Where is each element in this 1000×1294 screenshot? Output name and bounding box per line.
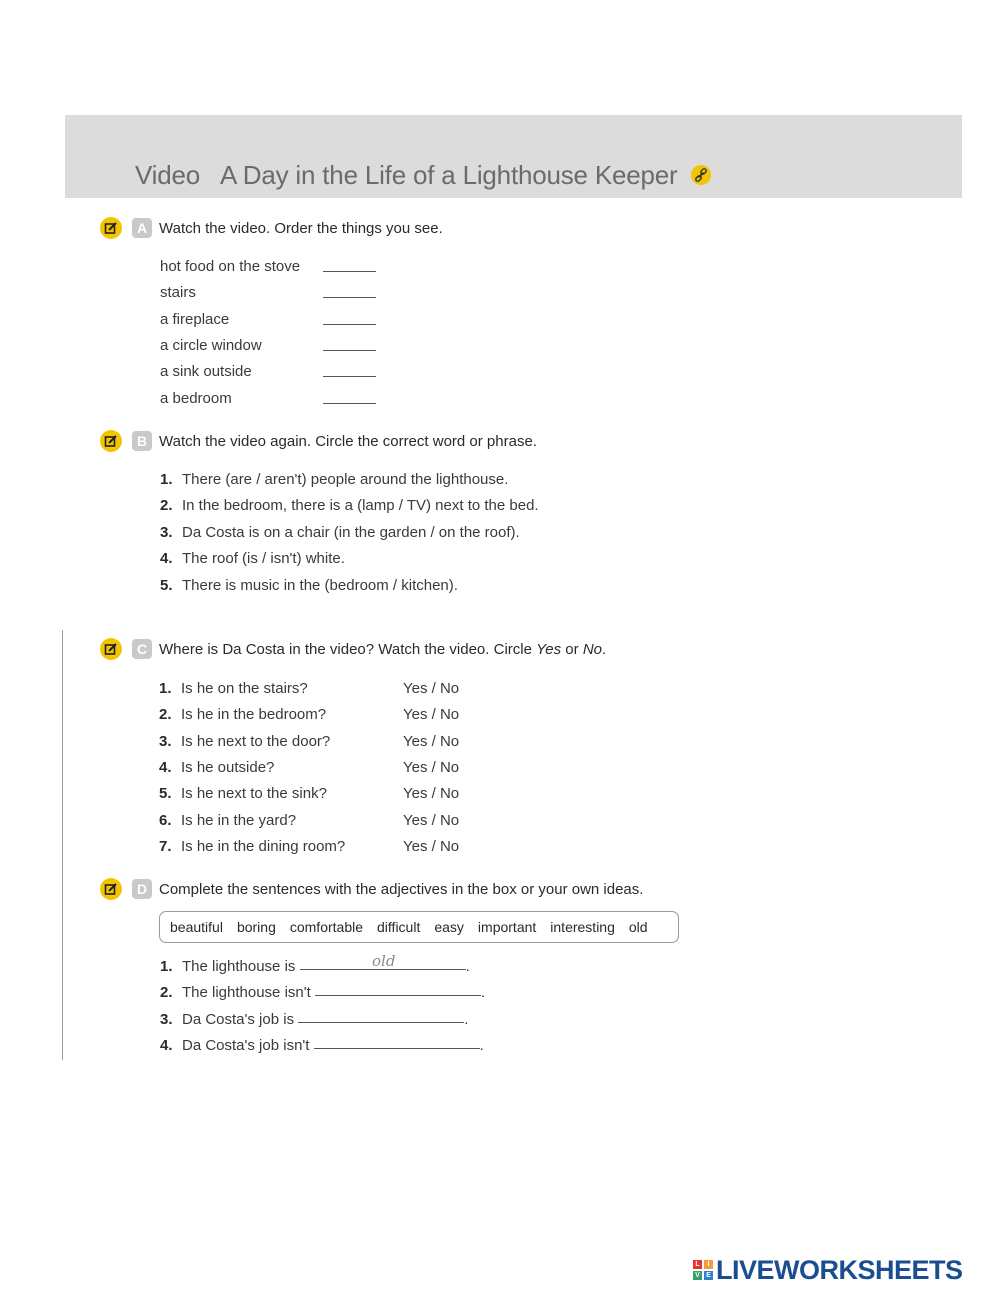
list-item — [159, 812, 296, 829]
list-item — [160, 471, 508, 488]
header-title-text: A Day in the Life of a Lighthouse Keeper — [220, 160, 678, 190]
section-c-header — [100, 637, 606, 661]
instruction-text: Where is Da Costa in the video? Watch the video. Circle — [159, 640, 537, 658]
list-item: hot food on the stove — [160, 258, 301, 275]
list-item: a fireplace — [160, 311, 230, 328]
page-title — [135, 160, 711, 191]
yes-no-choice[interactable]: Yes / No — [403, 733, 460, 750]
sentence-end: . — [464, 1011, 469, 1028]
answer-blank[interactable] — [323, 376, 376, 377]
sentence-end: . — [480, 984, 486, 1001]
instruction-no: No — [582, 640, 603, 658]
item-number: 3. — [160, 524, 173, 541]
yes-no-choice[interactable]: Yes / No — [403, 706, 460, 723]
item-number: 7. — [159, 838, 172, 855]
item-text[interactable]: There is music in the (bedroom / kitchen). — [182, 577, 458, 594]
item-text: Is he next to the sink? — [181, 785, 327, 802]
sentence-end: . — [465, 958, 470, 975]
item-text: Is he outside? — [181, 759, 275, 776]
list-item — [159, 838, 345, 855]
logo-square: V — [693, 1271, 702, 1280]
item-text: Is he in the dining room? — [181, 838, 346, 855]
instruction-end: . — [602, 640, 607, 658]
item-number: 1. — [160, 471, 173, 488]
word-option: beautiful — [170, 919, 223, 935]
item-number: 1. — [159, 680, 172, 697]
edit-icon[interactable] — [100, 638, 122, 660]
item-number: 4. — [160, 550, 173, 567]
sentence-item — [160, 1011, 468, 1028]
word-option: difficult — [377, 919, 421, 935]
section-a-header — [100, 216, 443, 240]
item-number: 2. — [160, 984, 173, 1001]
answer-blank[interactable] — [323, 350, 376, 351]
section-letter: A — [132, 218, 152, 238]
item-text[interactable]: In the bedroom, there is a (lamp / TV) next to the bed. — [182, 497, 539, 514]
yes-no-choice[interactable]: Yes / No — [403, 838, 460, 855]
yes-no-choice[interactable]: Yes / No — [403, 785, 460, 802]
list-item: stairs — [160, 284, 196, 301]
item-text: Da Costa's job isn't — [182, 1037, 310, 1054]
item-number: 1. — [160, 958, 173, 975]
logo-square: L — [693, 1260, 702, 1269]
edit-icon[interactable] — [100, 217, 122, 239]
word-option: boring — [236, 919, 276, 935]
word-option: interesting — [550, 919, 615, 935]
logo-square: E — [704, 1271, 713, 1280]
item-text: Is he next to the door? — [181, 733, 331, 750]
list-item: a sink outside — [160, 363, 252, 380]
item-text: Da Costa's job is — [182, 1011, 295, 1028]
item-number: 4. — [159, 759, 172, 776]
logo-text: LIVEWORKSHEETS — [716, 1254, 963, 1285]
liveworksheets-logo[interactable] — [693, 1256, 963, 1284]
item-text[interactable]: The roof (is / isn't) white. — [182, 550, 345, 567]
header-label: Video — [135, 160, 201, 190]
section-d-header — [100, 877, 643, 901]
edit-icon[interactable] — [100, 878, 122, 900]
item-number: 3. — [160, 1011, 173, 1028]
word-option: important — [477, 919, 537, 935]
list-item — [159, 680, 308, 697]
section-instruction: Watch the video again. Circle the correct word or phrase. — [159, 432, 537, 450]
answer-blank[interactable] — [323, 271, 376, 272]
sentence-item — [160, 958, 470, 975]
item-number: 5. — [160, 577, 173, 594]
answer-line[interactable] — [315, 995, 481, 996]
list-item — [160, 497, 539, 514]
word-option: old — [628, 919, 648, 935]
edit-icon[interactable] — [100, 430, 122, 452]
section-instruction — [159, 641, 606, 658]
example-answer: old — [372, 952, 396, 970]
item-number: 2. — [159, 706, 172, 723]
yes-no-choice[interactable]: Yes / No — [403, 759, 460, 776]
list-item — [159, 785, 327, 802]
section-b-header — [100, 429, 537, 453]
sentence-item — [160, 1037, 484, 1054]
list-item: a bedroom — [160, 390, 232, 407]
list-item — [159, 733, 330, 750]
link-icon[interactable] — [691, 165, 711, 185]
section-letter: C — [132, 639, 152, 659]
item-text[interactable]: There (are / aren't) people around the lighthouse. — [182, 471, 509, 488]
list-item — [160, 577, 458, 594]
list-item — [160, 524, 520, 541]
item-number: 6. — [159, 812, 172, 829]
logo-squares-icon — [693, 1260, 713, 1280]
logo-square: I — [704, 1260, 713, 1269]
list-item: a circle window — [160, 337, 262, 354]
section-instruction: Complete the sentences with the adjectives in the box or your own ideas. — [159, 880, 644, 898]
sentence-item — [160, 984, 485, 1001]
sentence-end: . — [479, 1037, 484, 1054]
item-text: Is he in the yard? — [181, 812, 297, 829]
answer-line[interactable] — [314, 1048, 480, 1049]
item-number: 5. — [159, 785, 172, 802]
instruction-yes: Yes — [536, 640, 562, 658]
yes-no-choice[interactable]: Yes / No — [403, 680, 460, 697]
item-text: Is he on the stairs? — [181, 680, 308, 697]
margin-rule — [62, 630, 63, 1060]
answer-blank[interactable] — [323, 403, 376, 404]
section-letter: D — [132, 879, 152, 899]
item-text: The lighthouse is — [182, 958, 296, 975]
section-letter: B — [132, 431, 152, 451]
item-number: 3. — [159, 733, 172, 750]
list-item — [159, 759, 274, 776]
answer-blank[interactable] — [323, 297, 376, 298]
word-box — [159, 911, 679, 943]
answer-blank[interactable] — [323, 324, 376, 325]
instruction-or: or — [561, 640, 583, 658]
item-text: Is he in the bedroom? — [181, 706, 327, 723]
word-option: comfortable — [289, 919, 364, 935]
word-option: easy — [434, 919, 464, 935]
answer-line[interactable] — [298, 1022, 464, 1023]
item-number: 4. — [160, 1037, 173, 1054]
item-number: 2. — [160, 497, 173, 514]
list-item — [159, 706, 326, 723]
list-item — [160, 550, 345, 567]
item-text: The lighthouse isn't — [182, 984, 311, 1001]
section-instruction: Watch the video. Order the things you see. — [159, 219, 443, 237]
yes-no-choice[interactable]: Yes / No — [403, 812, 460, 829]
item-text[interactable]: Da Costa is on a chair (in the garden / on the roof). — [182, 524, 520, 541]
